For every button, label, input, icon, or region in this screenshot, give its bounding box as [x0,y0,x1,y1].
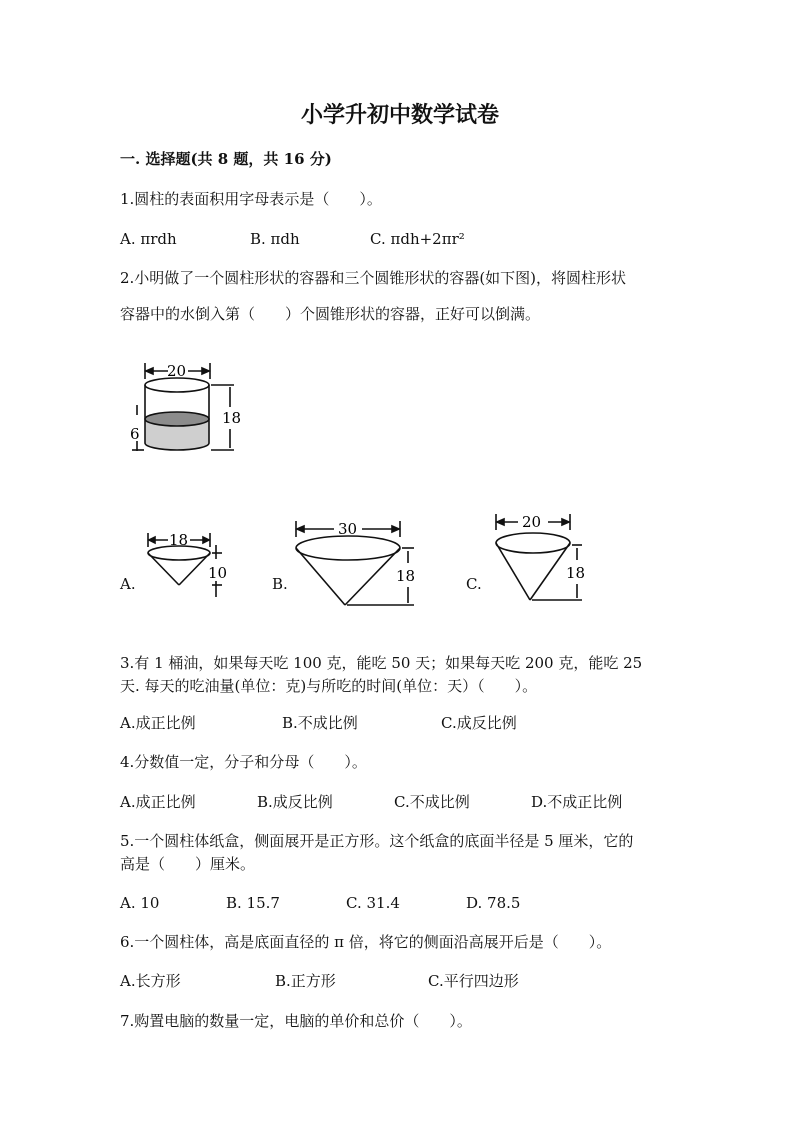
question-5-option-a: A. 10 [120,894,160,912]
cylinder-figure [118,355,268,475]
page-title: 小学升初中数学试卷 [300,102,499,128]
question-4-option-a: A.成正比例 [120,793,196,811]
question-5-line-1: 5.一个圆柱体纸盒，侧面展开是正方形。这个纸盒的底面半径是 5 厘米，它的 [120,832,634,850]
question-1-option-b: B. πdh [250,230,300,248]
question-4-option-d: D.不成正比例 [531,793,623,811]
cylinder-height-label: 18 [222,409,242,427]
cone-b-figure [290,515,425,615]
cone-b-height-label: 18 [396,567,416,585]
water-height-label: 6 [130,425,140,443]
question-3-line-1: 3.有 1 桶油，如果每天吃 100 克，能吃 50 天；如果每天吃 200 克，能吃 25 [120,654,643,672]
question-1-option-a: A. πrdh [120,230,177,248]
question-1-option-c: C. πdh+2πr² [370,230,465,248]
question-6-stem: 6.一个圆柱体，高是底面直径的 π 倍，将它的侧面沿高展开后是（ ）。 [120,933,612,951]
question-6-option-b: B.正方形 [275,972,336,990]
cone-a-diameter-label: 18 [169,531,189,549]
section-heading: 一. 选择题(共 8 题，共 16 分) [120,150,332,168]
question-5-line-2: 高是（ ）厘米。 [120,855,256,873]
question-3-option-b: B.不成比例 [282,714,358,732]
question-4-option-c: C.不成比例 [394,793,470,811]
cone-c-label: C. [466,575,482,593]
question-5-option-b: B. 15.7 [226,894,280,912]
cone-a-height-label: 10 [208,564,228,582]
question-1-stem: 1.圆柱的表面积用字母表示是（ ）。 [120,190,382,208]
cone-b-diameter-label: 30 [338,520,358,538]
question-3-option-c: C.成反比例 [441,714,517,732]
question-2-line-2: 容器中的水倒入第（ ）个圆锥形状的容器，正好可以倒满。 [120,305,541,323]
question-4-stem: 4.分数值一定，分子和分母（ ）。 [120,753,367,771]
question-6-option-a: A.长方形 [120,972,181,990]
question-4-option-b: B.成反比例 [257,793,333,811]
question-5-option-c: C. 31.4 [346,894,400,912]
cone-b-label: B. [272,575,288,593]
question-7-stem: 7.购置电脑的数量一定，电脑的单价和总价（ ）。 [120,1012,472,1030]
question-6-option-c: C.平行四边形 [428,972,519,990]
cone-c-diameter-label: 20 [522,513,542,531]
question-5-option-d: D. 78.5 [466,894,521,912]
cylinder-diameter-label: 20 [167,362,187,380]
cone-a-figure [140,525,240,610]
cone-a-label: A. [120,575,136,593]
question-3-option-a: A.成正比例 [120,714,196,732]
question-2-line-1: 2.小明做了一个圆柱形状的容器和三个圆锥形状的容器(如下图)，将圆柱形状 [120,269,627,287]
cone-c-figure [488,510,598,610]
cone-c-height-label: 18 [566,564,586,582]
question-3-line-2: 天. 每天的吃油量(单位：克)与所吃的时间(单位：天）（ ）。 [120,677,538,695]
